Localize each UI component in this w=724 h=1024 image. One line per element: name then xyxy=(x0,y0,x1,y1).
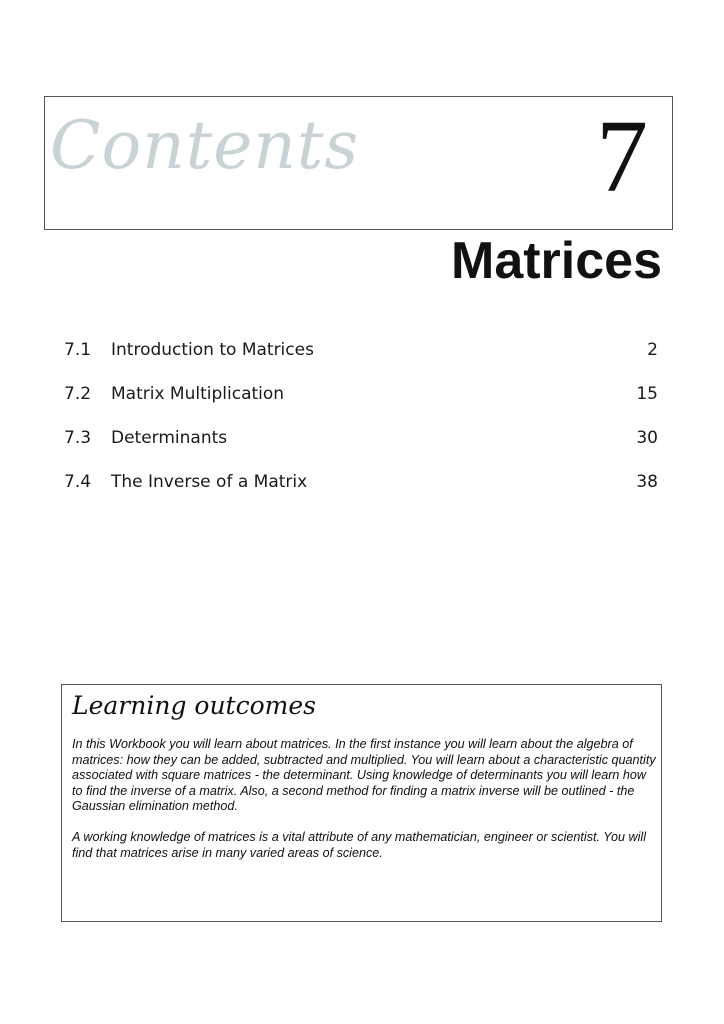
toc-section-number: 7.1 xyxy=(64,340,92,360)
table-of-contents xyxy=(64,336,658,512)
learning-outcomes-paragraph: A working knowledge of matrices is a vital attribute of any mathematician, engineer or scientist. You will find that matrices arise in many varied areas of science. xyxy=(72,829,646,860)
learning-outcomes-paragraph: In this Workbook you will learn about matrices. In the first instance you will learn about the algebra of matrices: how they can be added, subtracted and multiplied. You will learn about a characteristic quantity associated with square matrices - the determinant. Using knowledge of determinants you will learn how to find the inverse of a matrix. Also, a second method for finding a matrix inverse will be outlined - the Gaussian elimination method. xyxy=(72,737,656,814)
toc-entry[interactable] xyxy=(64,424,658,468)
toc-section-title[interactable]: Determinants xyxy=(111,428,228,448)
learning-outcomes-box xyxy=(61,684,662,922)
learning-outcomes-heading: Learning outcomes xyxy=(72,691,316,720)
toc-entry[interactable] xyxy=(64,336,658,380)
toc-page-number: 15 xyxy=(636,384,658,404)
chapter-number: 7 xyxy=(596,99,648,214)
toc-section-number: 7.3 xyxy=(64,428,92,448)
chapter-title: Matrices xyxy=(451,232,662,290)
toc-section-title[interactable]: Matrix Multiplication xyxy=(111,384,285,404)
toc-page-number: 38 xyxy=(636,472,658,492)
toc-section-number: 7.2 xyxy=(64,384,92,404)
toc-entry[interactable] xyxy=(64,380,658,424)
toc-section-number: 7.4 xyxy=(64,472,92,492)
toc-entry[interactable] xyxy=(64,468,658,512)
toc-page-number: 30 xyxy=(636,428,658,448)
toc-section-title[interactable]: The Inverse of a Matrix xyxy=(111,472,308,492)
contents-heading: Contents xyxy=(50,107,360,184)
toc-section-title[interactable]: Introduction to Matrices xyxy=(111,340,314,360)
chapter-header-box xyxy=(44,96,673,230)
toc-page-number: 2 xyxy=(647,340,658,360)
